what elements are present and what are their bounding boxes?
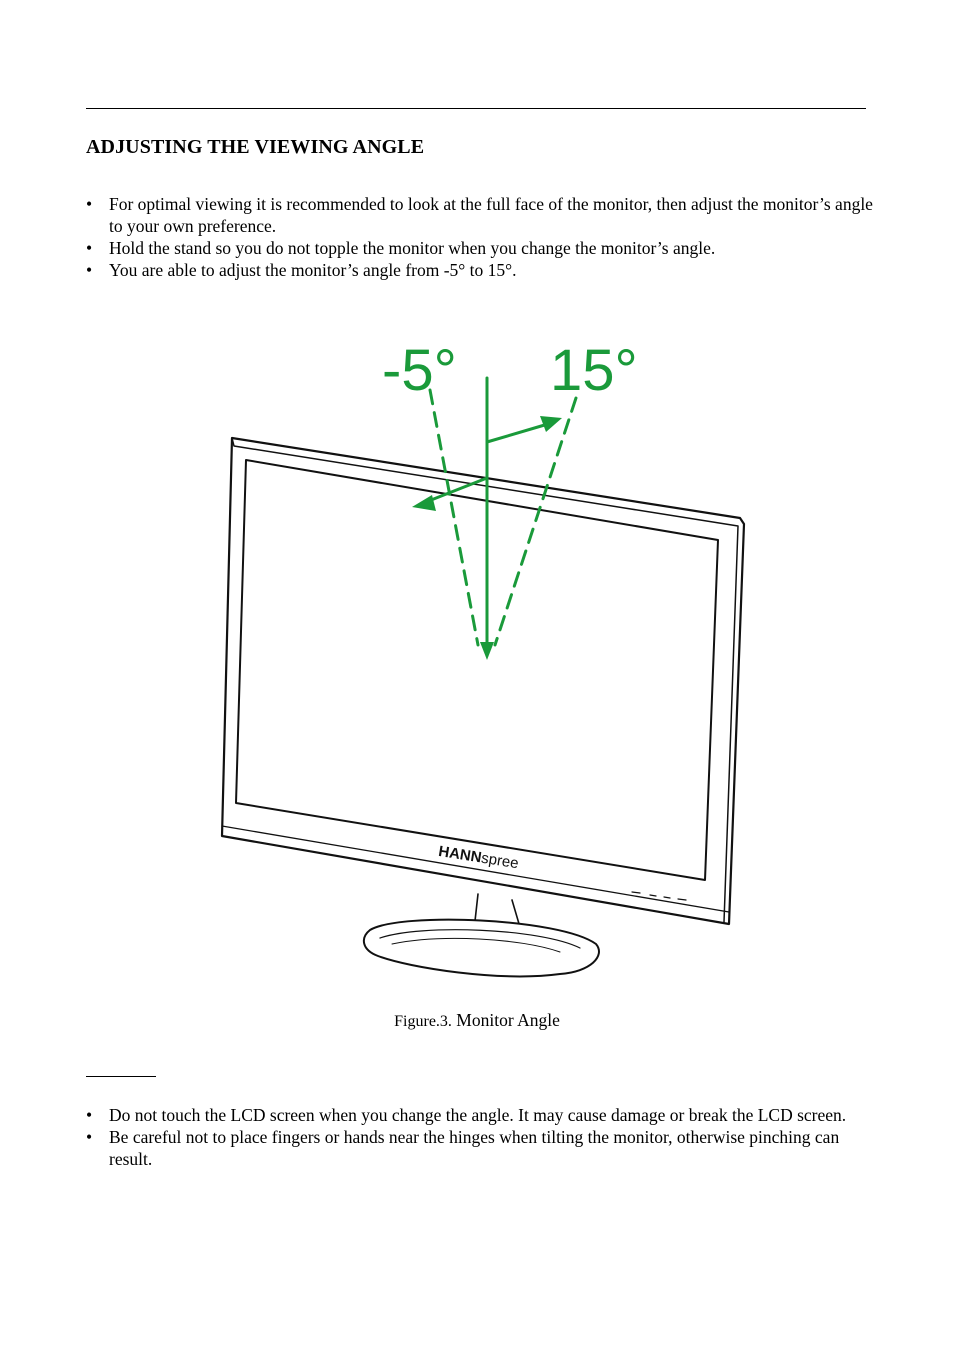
list-item-text: Be careful not to place fingers or hands near the hinges when tilting the monitor, otherwise pinching can result.: [109, 1127, 840, 1169]
list-item: [86, 1126, 876, 1170]
list-item: [86, 237, 876, 259]
instruction-list: [86, 193, 876, 281]
bullet-icon: •: [86, 260, 93, 280]
angle-minus-label: -5°: [382, 338, 457, 403]
header-rule: [86, 108, 866, 109]
brand-logo: HANNspree: [437, 842, 520, 873]
list-item-text: Hold the stand so you do not topple the monitor when you change the monitor’s angle.: [109, 238, 716, 258]
bullet-icon: •: [86, 238, 93, 258]
angle-plus-label: 15°: [550, 338, 638, 403]
list-item-text: For optimal viewing it is recommended to look at the full face of the monitor, then adjust the monitor’s angle to your own preference.: [109, 194, 873, 236]
bullet-icon: •: [86, 1105, 93, 1125]
section-title: ADJUSTING THE VIEWING ANGLE: [86, 136, 425, 158]
figure-caption: [0, 1010, 954, 1031]
warning-rule: [86, 1076, 156, 1077]
list-item: [86, 1104, 876, 1126]
figure-caption-text: Monitor Angle: [456, 1010, 560, 1030]
monitor-illustration: [222, 438, 744, 976]
warning-list: [86, 1104, 876, 1170]
list-item: [86, 259, 876, 281]
monitor-angle-figure: [200, 330, 760, 990]
bullet-icon: •: [86, 1127, 93, 1147]
list-item-text: You are able to adjust the monitor’s angle from -5° to 15°.: [109, 260, 517, 280]
bullet-icon: •: [86, 194, 93, 214]
list-item: [86, 193, 876, 237]
figure-number: Figure.3.: [394, 1013, 452, 1030]
list-item-text: Do not touch the LCD screen when you change the angle. It may cause damage or break the LCD screen.: [109, 1105, 847, 1125]
